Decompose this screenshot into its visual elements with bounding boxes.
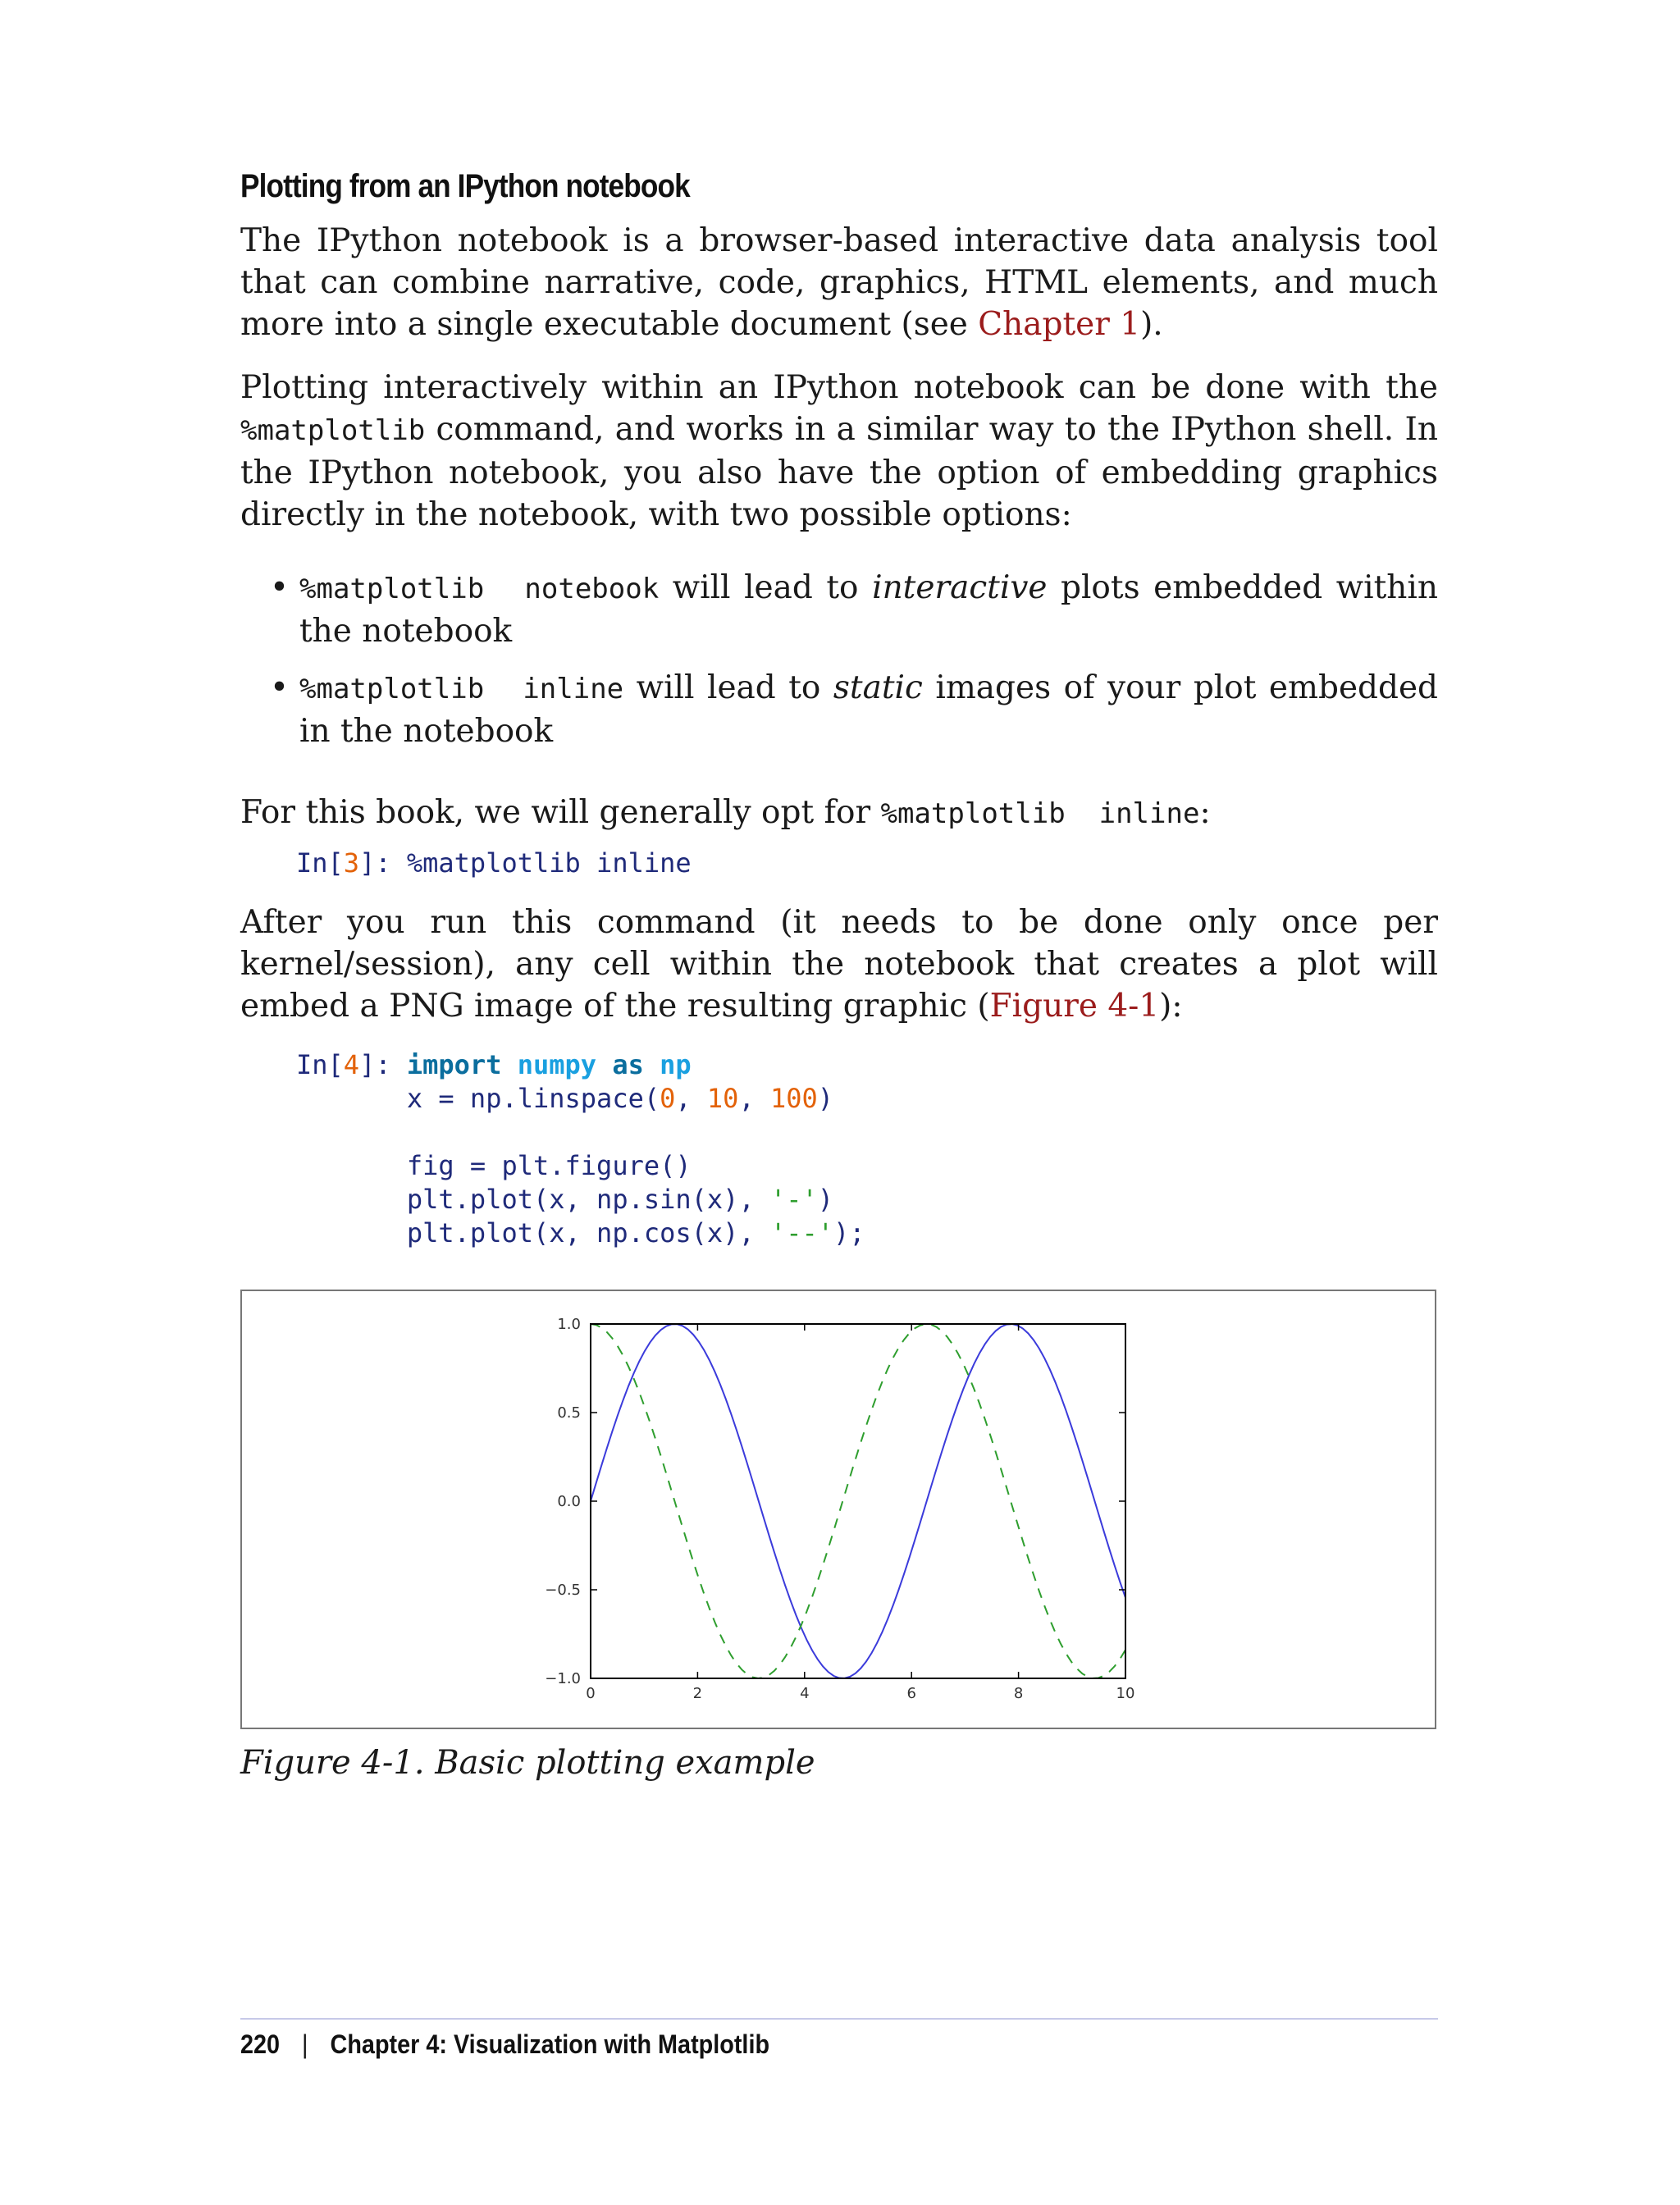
code-line-end: ): [817, 1083, 834, 1114]
code-prompt-number: 3: [343, 847, 360, 879]
code-line-end: );: [833, 1217, 865, 1249]
inline-code: %matplotlib notebook: [299, 573, 660, 605]
inline-code-matplotlib: %matplotlib: [240, 414, 426, 447]
inline-code: %matplotlib inline: [299, 673, 624, 705]
paragraph-opt: [240, 792, 1438, 835]
para3-text: For this book, we will generally opt for: [240, 794, 881, 831]
bullet-icon: •: [270, 669, 290, 706]
figure-4-1-link[interactable]: Figure 4-1: [989, 988, 1160, 1025]
y-tick-label: −1.0: [545, 1670, 581, 1687]
paragraph-intro: [240, 220, 1438, 345]
footer-separator: |: [302, 2029, 308, 2059]
code-prompt-end: ]:: [359, 1049, 407, 1080]
code-number: 100: [769, 1083, 818, 1114]
list-item: [240, 667, 1438, 752]
code-line: plt.plot(x, np.sin(x),: [406, 1184, 770, 1215]
x-tick-label: 10: [1116, 1685, 1135, 1702]
series-line-sin: [591, 1324, 1125, 1678]
page-content: [240, 168, 1438, 1271]
x-tick-label: 4: [800, 1685, 810, 1702]
code-prompt-end: ]:: [359, 847, 407, 879]
bullet-text: will lead to: [659, 569, 873, 606]
para2-text: Plotting interactively within an IPython notebook can be done with the: [240, 369, 1438, 406]
x-tick-label: 2: [692, 1685, 703, 1702]
plot-frame: [591, 1324, 1125, 1678]
code-number: 10: [706, 1083, 739, 1114]
bullet-icon: •: [270, 569, 290, 606]
code-magic-arg: inline: [580, 847, 692, 879]
paragraph-interactive: [240, 367, 1438, 536]
y-tick-label: 0.5: [557, 1404, 581, 1422]
code-sep: ,: [675, 1083, 707, 1114]
para4-text: After you run this command (it needs to be done only once per kernel/session), any cell within the notebook that creates a plot will embed a PNG image of the resulting graphic (: [240, 904, 1438, 1025]
options-list: [240, 567, 1438, 752]
code-cell-3: [296, 847, 1438, 880]
para1-text: The IPython notebook is a browser-based interactive data analysis tool that can combine narrative, code, graphics, HTML elements, and much more into a single executable document (see: [240, 222, 1438, 343]
bullet-emphasis: static: [833, 669, 923, 706]
code-line: plt.plot(x, np.cos(x),: [406, 1217, 770, 1249]
para4-text-end: ):: [1159, 988, 1183, 1025]
code-sep: ,: [738, 1083, 770, 1114]
section-heading: Plotting from an IPython notebook: [240, 168, 690, 204]
bullet-text: will lead to: [623, 669, 833, 706]
y-tick-label: 1.0: [557, 1316, 581, 1333]
code-prompt: In[: [296, 847, 344, 879]
code-prompt: In[: [296, 1049, 344, 1080]
code-keyword-import: import: [406, 1049, 502, 1080]
code-number: 0: [660, 1083, 676, 1114]
y-tick-label: 0.0: [557, 1493, 581, 1510]
footer-chapter-title: Chapter 4: Visualization with Matplotlib: [330, 2029, 770, 2059]
series-line-cos: [591, 1324, 1125, 1678]
para1-text-end: ).: [1140, 306, 1163, 343]
chart-plot-area: [545, 1316, 1134, 1702]
bullet-emphasis: interactive: [872, 569, 1048, 606]
code-magic: %matplotlib: [406, 847, 581, 879]
code-cell-4: [296, 1048, 1438, 1250]
para3-text-end: :: [1199, 794, 1211, 831]
chart-svg: [242, 1291, 1435, 1728]
figure-frame: [240, 1290, 1436, 1729]
code-string: '--': [769, 1217, 834, 1249]
code-string: '-': [769, 1184, 818, 1215]
list-item: [240, 567, 1438, 652]
code-line: fig = plt.figure(): [406, 1150, 692, 1181]
page-number: 220: [240, 2029, 281, 2059]
x-tick-label: 0: [586, 1685, 596, 1702]
y-tick-label: −0.5: [545, 1582, 581, 1599]
code-keyword-as: as: [612, 1049, 644, 1080]
footer-divider: [240, 2018, 1438, 2020]
paragraph-after-run: [240, 902, 1438, 1027]
figure-caption: Figure 4-1. Basic plotting example: [240, 1744, 815, 1782]
page-footer: [240, 2029, 769, 2060]
code-alias-np: np: [660, 1049, 692, 1080]
bullet-text-end: images of your plot embedded in the notebook: [299, 669, 1438, 750]
chapter-1-link[interactable]: Chapter 1: [978, 306, 1141, 343]
x-tick-label: 8: [1013, 1685, 1024, 1702]
bullet-text-end: plots embedded within the notebook: [299, 569, 1439, 650]
inline-code-inline: %matplotlib inline: [880, 797, 1200, 830]
para2-text-end: command, and works in a similar way to the IPython shell. In the IPython notebook, you also have the option of embedding graphics directly in the notebook, with two possible options:: [240, 411, 1438, 533]
code-module-numpy: numpy: [517, 1049, 597, 1080]
code-prompt-number: 4: [343, 1049, 360, 1080]
code-line: x = np.linspace(: [406, 1083, 660, 1114]
code-line-end: ): [817, 1184, 834, 1215]
x-tick-label: 6: [906, 1685, 916, 1702]
